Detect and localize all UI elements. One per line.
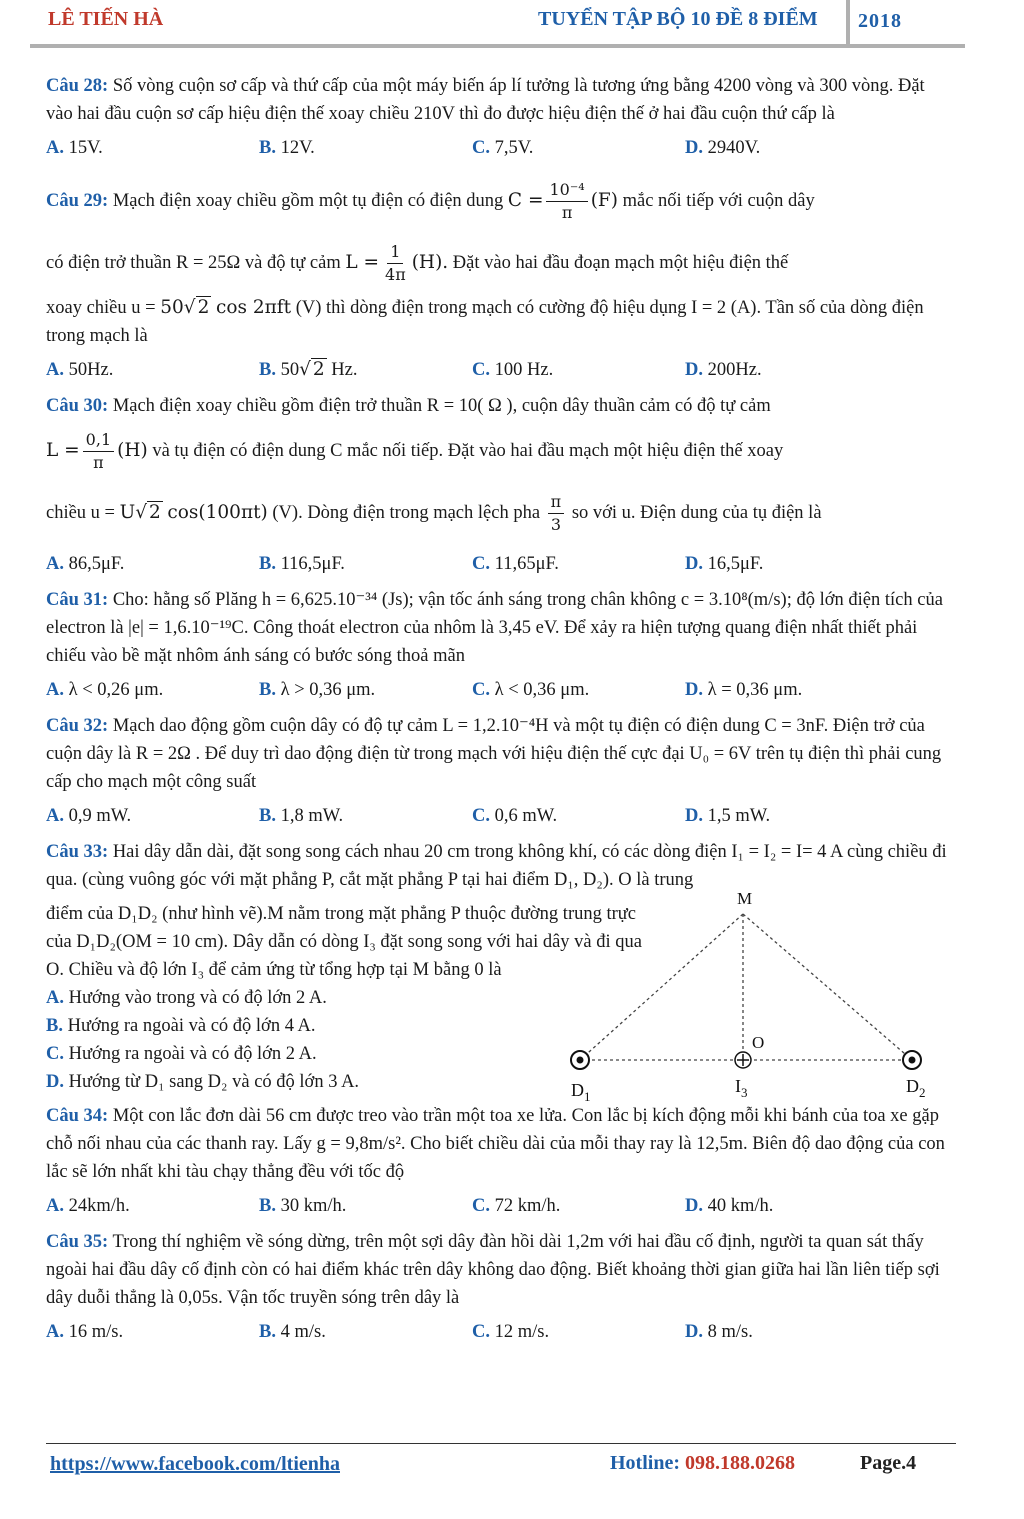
option-text: Hướng từ D₁ sang D₂ và có độ lớn 3 A. [68, 1072, 360, 1092]
option-letter: A. [46, 138, 64, 158]
option-letter: D. [685, 806, 703, 826]
option-text: 0,6 mW. [494, 806, 558, 826]
footer-rule [46, 1443, 956, 1444]
fraction-numerator: 1 [387, 241, 403, 264]
header-rule [30, 44, 965, 48]
option-d[interactable] [685, 134, 898, 162]
option-text: λ = 0,36 μm. [707, 680, 803, 700]
option-a[interactable] [46, 134, 259, 162]
question-30 [46, 392, 951, 544]
question-text: Mạch dao động gồm cuộn dây có độ tự cảm L = 1,2.10⁻⁴H và một tụ điện có điện dung C = 3nF. Điện trở của cuộn dây là R = 2Ω . Để duy trì dao động điện từ trong mạch với hiệu điện thế cực đại U₀ = 6V trên tụ điện thì phải cung cấp cho mạch một công suất [46, 716, 942, 792]
option-letter: C. [472, 680, 490, 700]
options-33 [46, 984, 656, 1096]
question-text: mắc nối tiếp với cuộn dây [622, 191, 815, 211]
question-text: chiều u = [46, 503, 115, 523]
fraction-denominator: π [561, 203, 573, 223]
formula-rest: cos(100πt) [167, 502, 268, 523]
option-text: λ > 0,36 μm. [280, 680, 376, 700]
question-33-body [46, 890, 951, 1104]
option-a[interactable] [46, 356, 259, 384]
label-o: O [752, 1033, 765, 1052]
option-c[interactable] [472, 1192, 685, 1220]
options-32 [46, 802, 951, 830]
option-c[interactable] [472, 356, 685, 384]
wire-d1-dot [577, 1057, 584, 1064]
page-content [46, 72, 951, 1354]
option-b[interactable] [46, 1012, 656, 1040]
option-text: 1,8 mW. [280, 806, 344, 826]
formula-lhs: L = [345, 252, 380, 273]
question-text: xoay chiều u = [46, 298, 156, 318]
option-text: Hướng ra ngoài và có độ lớn 2 A. [68, 1044, 317, 1064]
option-letter: C. [472, 1196, 490, 1216]
option-text: 100 Hz. [494, 360, 554, 380]
option-letter: D. [685, 360, 703, 380]
option-letter: B. [259, 1322, 276, 1342]
option-letter: B. [259, 554, 276, 574]
sqrt-radicand: 2 [149, 502, 161, 523]
formula-lhs: C = [507, 190, 544, 211]
option-letter: A. [46, 988, 64, 1008]
question-number: Câu 32: [46, 716, 109, 736]
question-28 [46, 72, 951, 128]
option-d[interactable] [685, 802, 898, 830]
option-b[interactable] [259, 676, 472, 704]
option-b[interactable] [259, 134, 472, 162]
question-33-intro [46, 838, 951, 894]
label-i3: $I_3$ [735, 1076, 748, 1100]
question-text: Số vòng cuộn sơ cấp và thứ cấp của một máy biến áp lí tưởng là tương ứng bằng 4200 vòng và 300 vòng. Đặt vào hai đầu cuộn sơ cấp hiệu điện thế xoay chiều 210V thì đo được hiệu điện thế ở hai đầu cuộn thứ cấp là [46, 76, 925, 124]
option-b[interactable] [259, 1192, 472, 1220]
option-b[interactable] [259, 356, 472, 384]
option-text: 1,5 mW. [707, 806, 771, 826]
question-29 [46, 170, 951, 350]
page-number: Page.4 [860, 1452, 917, 1474]
question-32 [46, 712, 951, 796]
option-text: 200Hz. [707, 360, 762, 380]
option-d[interactable] [685, 676, 898, 704]
option-d[interactable] [685, 1318, 898, 1346]
option-text: 86,5μF. [68, 554, 125, 574]
option-d[interactable] [685, 356, 898, 384]
question-31 [46, 586, 951, 670]
options-34 [46, 1192, 951, 1220]
option-text: 50 [280, 360, 300, 380]
option-letter: A. [46, 554, 64, 574]
option-c[interactable] [472, 676, 685, 704]
question-text: Trong thí nghiệm về sóng dừng, trên một sợi dây đàn hồi dài 1,2m với hai đầu cố định, người ta quan sát thấy ngoài hai đầu dây cố định còn có hai điểm khác trên dây không dao động. Biết khoảng thời gian giữa hai lần liên tiếp sợi dây duỗi thẳng là 0,05s. Vận tốc truyền sóng trên dây là [46, 1232, 940, 1308]
question-text: Đặt vào hai đầu đoạn mạch một hiệu điện thế [452, 253, 789, 273]
option-letter: B. [259, 806, 276, 826]
option-text: Hướng ra ngoài và có độ lớn 4 A. [67, 1016, 316, 1036]
option-letter: C. [472, 1322, 490, 1342]
question-number: Câu 29: [46, 191, 109, 211]
question-number: Câu 28: [46, 76, 109, 96]
option-text: 8 m/s. [707, 1322, 753, 1342]
option-letter: B. [259, 360, 276, 380]
fraction-numerator: 10⁻⁴ [546, 179, 587, 202]
author-name: LÊ TIẾN HÀ [48, 8, 164, 30]
option-letter: C. [472, 138, 490, 158]
option-text: 16,5μF. [707, 554, 764, 574]
question-number: Câu 30: [46, 396, 109, 416]
option-letter: A. [46, 1322, 64, 1342]
fraction-numerator: 0,1 [83, 429, 114, 452]
sqrt: √ 2 [135, 502, 161, 523]
line-md2 [743, 914, 912, 1060]
fraction [83, 429, 114, 474]
option-text: 40 km/h. [707, 1196, 774, 1216]
option-c[interactable] [46, 1040, 656, 1068]
option-letter: B. [259, 680, 276, 700]
option-letter: A. [46, 806, 64, 826]
option-b[interactable] [259, 550, 472, 578]
sqrt-radicand: 2 [312, 359, 325, 380]
option-b[interactable] [259, 802, 472, 830]
options-31 [46, 676, 951, 704]
option-letter: A. [46, 360, 64, 380]
option-text: 2940V. [707, 138, 761, 158]
option-letter: C. [472, 360, 490, 380]
option-letter: D. [685, 554, 703, 574]
option-d[interactable] [685, 1192, 898, 1220]
option-text: Hướng vào trong và có độ lớn 2 A. [68, 988, 327, 1008]
hotline-label: Hotline: [610, 1452, 680, 1474]
option-letter: D. [685, 138, 703, 158]
option-text: 12 m/s. [494, 1322, 550, 1342]
question-number: Câu 31: [46, 590, 109, 610]
document-title: TUYỂN TẬP BỘ 10 ĐỀ 8 ĐIỂM [538, 8, 818, 30]
question-number: Câu 33: [46, 842, 109, 862]
line-md1 [580, 914, 743, 1060]
option-letter: D. [685, 1322, 703, 1342]
question-text: điểm của D₁D₂ (như hình vẽ).M nằm trong mặt phẳng P thuộc đường trung trực của D₁D₂(OM = 10 cm). Dây dẫn có dòng I₃ đặt song song với hai dây và đi qua O. Chiều và độ lớn I₃ để cảm ứng từ tổng hợp tại M bằng 0 là [46, 904, 642, 980]
formula-unit: (H). [411, 252, 449, 273]
question-text: Cho: hằng số Plăng h = 6,625.10⁻³⁴ (Js); vận tốc ánh sáng trong chân không c = 3.10⁸(m/s); độ lớn điện tích của electron là |e| = 1,6.10⁻¹⁹C. Công thoát electron của nhôm là 3,45 eV. Để xảy ra hiện tượng quang điện nhất thiết phải chiếu vào bề mặt nhôm ánh sáng có bước sóng thoả mãn [46, 590, 943, 666]
question-text: so với u. Điện dung của tụ điện là [571, 503, 822, 523]
option-letter: D. [685, 680, 703, 700]
formula-lhs: L = [46, 440, 80, 461]
option-text: 24km/h. [68, 1196, 130, 1216]
question-text: và tụ điện có điện dung C mắc nối tiếp. Đặt vào hai đầu mạch một hiệu điện thế xoay [152, 441, 784, 461]
fraction [382, 241, 409, 286]
option-a[interactable] [46, 676, 259, 704]
option-letter: C. [472, 806, 490, 826]
option-c[interactable] [472, 550, 685, 578]
formula-coef: 50 [160, 297, 184, 318]
option-d[interactable] [685, 550, 898, 578]
option-c[interactable] [472, 1318, 685, 1346]
wire-d2-dot [909, 1057, 916, 1064]
option-text: 116,5μF. [280, 554, 345, 574]
fraction-denominator: 4π [385, 265, 406, 285]
option-b[interactable] [259, 1318, 472, 1346]
options-30 [46, 550, 951, 578]
options-28 [46, 134, 951, 162]
option-text: λ < 0,26 μm. [68, 680, 164, 700]
header-separator [846, 0, 850, 44]
question-text: Hai dây dẫn dài, đặt song song cách nhau 20 cm trong không khí, có các dòng điện I₁ = I₂ = I= 4 A cùng chiều đi qua. (cùng vuông góc với mặt phẳng P, cắt mặt phẳng P tại hai điểm D₁, D₂). O là trung [46, 842, 947, 890]
formula-unit: (F) [590, 190, 618, 211]
option-letter: D. [46, 1072, 64, 1092]
label-m: M [737, 890, 753, 908]
option-letter: C. [46, 1044, 64, 1064]
option-letter: B. [259, 138, 276, 158]
option-text: 11,65μF. [494, 554, 559, 574]
option-text: 7,5V. [494, 138, 534, 158]
fraction [548, 491, 565, 536]
option-a[interactable] [46, 984, 656, 1012]
option-text: 4 m/s. [280, 1322, 326, 1342]
option-letter: A. [46, 680, 64, 700]
question-text: Mạch điện xoay chiều gồm điện trở thuần R = 10( Ω ), cuộn dây thuần cảm có độ tự cảm [112, 396, 771, 416]
question-text: có điện trở thuần R = 25Ω và độ tự cảm [46, 253, 341, 273]
label-d1: $D_1$ [571, 1080, 591, 1104]
option-text: Hz. [331, 360, 358, 380]
sqrt-radicand: 2 [197, 297, 210, 318]
option-text: 16 m/s. [68, 1322, 124, 1342]
fraction-numerator: π [548, 491, 565, 514]
question-35 [46, 1228, 951, 1312]
sqrt: √ 2 [299, 359, 325, 380]
option-letter: A. [46, 1196, 64, 1216]
options-29 [46, 356, 951, 384]
question-number: Câu 35: [46, 1232, 109, 1252]
option-text: 72 km/h. [494, 1196, 561, 1216]
question-text: Một con lắc đơn dài 56 cm được treo vào trần một toa xe lửa. Con lắc bị kích động mỗi khi bánh của toa xe gặp chỗ nối nhau của các thanh ray. Lấy g = 9,8m/s². Cho biết chiều dài của mỗi thay ray là 12,5m. Biên độ dao động của con lắc sẽ lớn nhất khi tàu chạy thẳng đều với tốc độ [46, 1106, 945, 1182]
option-c[interactable] [472, 802, 685, 830]
option-text: 50Hz. [68, 360, 114, 380]
hotline-number: 098.188.0268 [685, 1452, 795, 1474]
sqrt: √ 2 [183, 297, 210, 318]
option-letter: B. [259, 1196, 276, 1216]
option-letter: C. [472, 554, 490, 574]
option-a[interactable] [46, 1318, 259, 1346]
option-text: 30 km/h. [280, 1196, 347, 1216]
option-text: 12V. [280, 138, 315, 158]
document-year: 2018 [858, 10, 902, 32]
label-d2: $D_2$ [906, 1076, 926, 1100]
option-d[interactable] [46, 1068, 656, 1096]
fraction-denominator: π [93, 453, 104, 473]
fraction [546, 179, 587, 224]
hotline [610, 1452, 795, 1475]
option-text: 15V. [68, 138, 103, 158]
question-number: Câu 34: [46, 1106, 109, 1126]
question-text: (V) thì dòng điện trong mạch có cường độ hiệu dụng I = 2 (A). Tần số của dòng điện trong mạch là [46, 298, 924, 346]
question-text: Mạch điện xoay chiều gồm một tụ điện có điện dung [112, 191, 504, 211]
facebook-link[interactable]: https://www.facebook.com/ltienha [50, 1453, 340, 1475]
option-a[interactable] [46, 550, 259, 578]
options-35 [46, 1318, 951, 1346]
question-text: (V). Dòng điện trong mạch lệch pha [272, 503, 541, 523]
formula-coef: U [119, 502, 136, 523]
fraction-denominator: 3 [550, 515, 562, 535]
option-a[interactable] [46, 802, 259, 830]
option-a[interactable] [46, 1192, 259, 1220]
wires-diagram [568, 890, 948, 1120]
option-letter: B. [46, 1016, 63, 1036]
formula-rest: cos 2πft [215, 297, 292, 318]
option-c[interactable] [472, 134, 685, 162]
option-text: 0,9 mW. [68, 806, 132, 826]
formula-unit: (H) [117, 440, 148, 461]
option-text: λ < 0,36 μm. [494, 680, 590, 700]
option-letter: D. [685, 1196, 703, 1216]
